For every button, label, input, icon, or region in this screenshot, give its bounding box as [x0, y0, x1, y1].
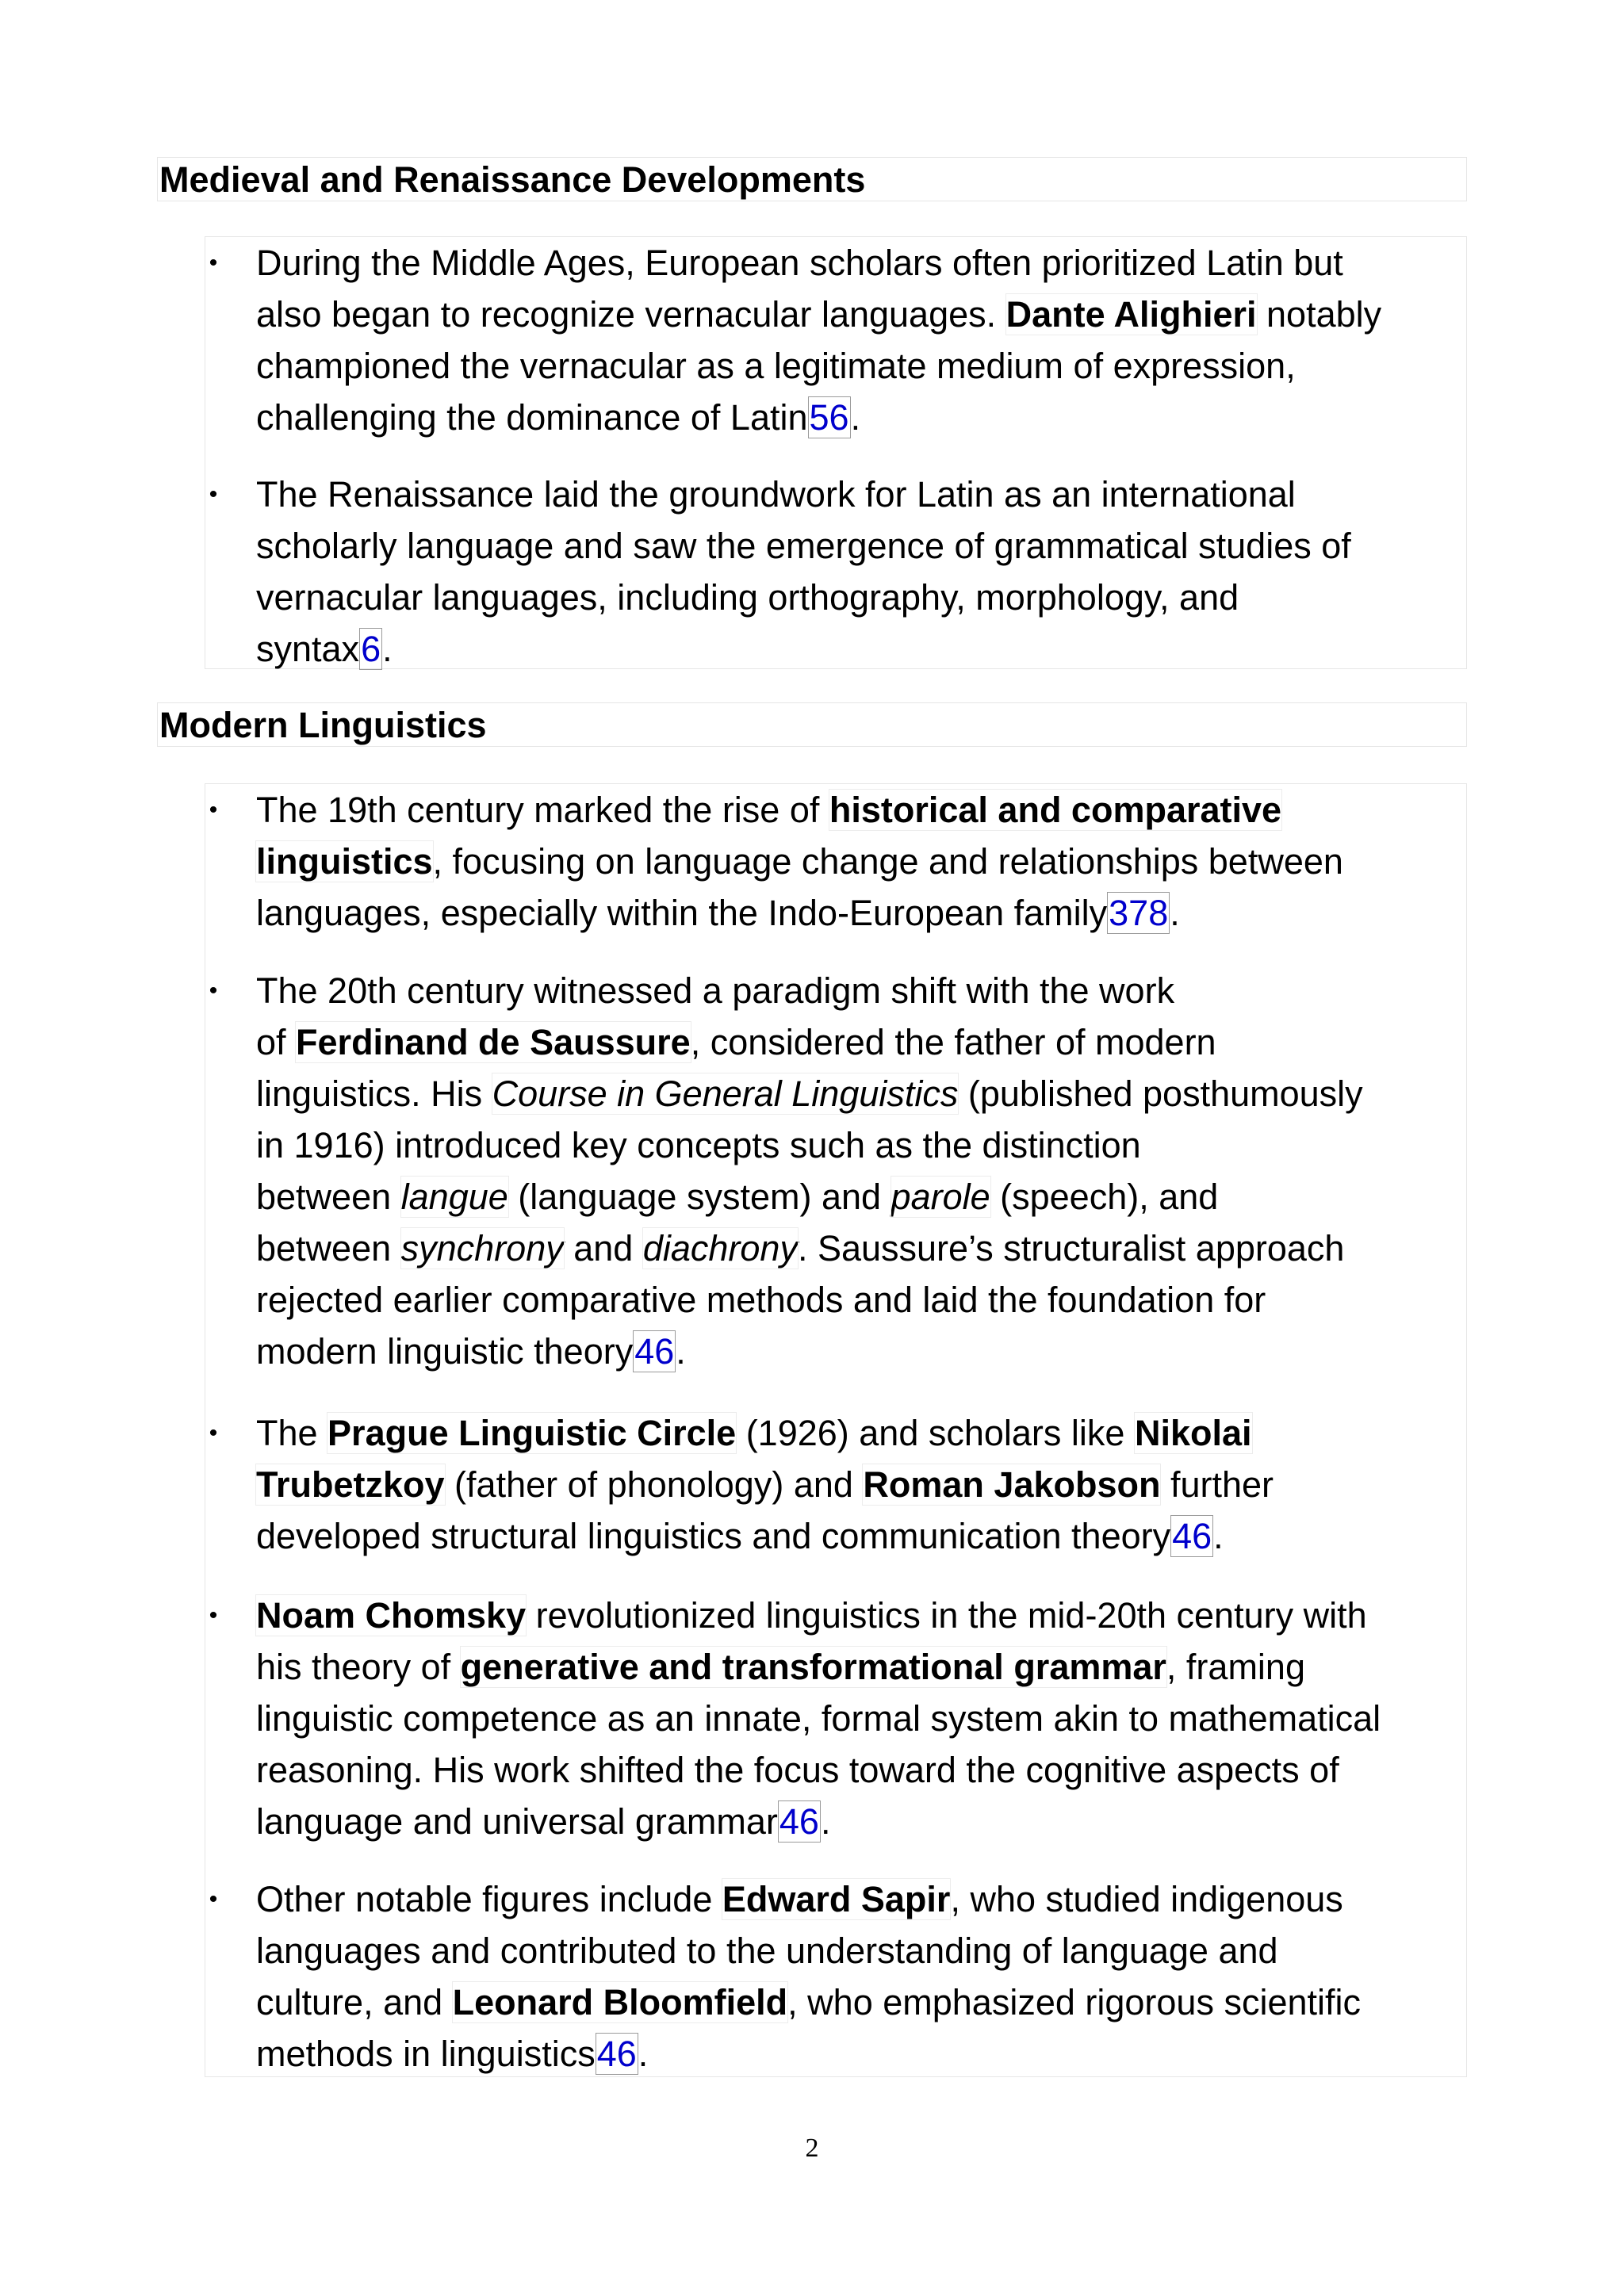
- italic-term: Course in General Linguistics: [492, 1073, 959, 1114]
- text-span: (father of phonology) and: [444, 1464, 864, 1505]
- text-span: championed the vernacular as a legitimate medium of expression,: [256, 346, 1296, 386]
- italic-term: synchrony: [400, 1228, 564, 1269]
- text-line: [256, 237, 1477, 289]
- bullet-icon: •: [209, 978, 218, 1004]
- text-span: .: [676, 1331, 686, 1372]
- text-line: [256, 469, 1477, 520]
- text-span: (speech), and: [990, 1177, 1219, 1217]
- list-item: [209, 1590, 1477, 1847]
- citation-link[interactable]: 46: [634, 1331, 675, 1372]
- bullet-icon: •: [209, 797, 218, 823]
- text-span: and: [563, 1228, 643, 1269]
- text-line: [256, 392, 1477, 443]
- text-span: The Renaissance laid the groundwork for Latin as an international: [256, 474, 1296, 515]
- citation-link[interactable]: 46: [779, 1801, 819, 1842]
- text-span: further: [1160, 1464, 1274, 1505]
- citation-link[interactable]: 56: [809, 397, 849, 438]
- text-span: modern linguistic theory: [256, 1331, 634, 1372]
- citation-link[interactable]: 46: [1172, 1516, 1212, 1556]
- list-item: [209, 1407, 1477, 1562]
- text-span: .: [1170, 893, 1180, 933]
- section-heading-modern: Modern Linguistics: [157, 702, 1467, 747]
- text-span: , who studied indigenous: [950, 1879, 1343, 1919]
- text-line: [256, 1326, 1477, 1377]
- text-line: [256, 1223, 1477, 1274]
- text-span: (language system) and: [508, 1177, 891, 1217]
- text-line: [256, 1119, 1477, 1171]
- bold-term: Ferdinand de Saussure: [296, 1022, 691, 1062]
- text-line: [256, 1925, 1477, 1976]
- text-line: [256, 1744, 1477, 1796]
- bold-term: generative and transformational grammar: [460, 1647, 1166, 1687]
- citation-link[interactable]: 6: [361, 629, 381, 669]
- bold-term: Trubetzkoy: [256, 1464, 445, 1505]
- text-line: [256, 1693, 1477, 1744]
- text-span: During the Middle Ages, European scholars often prioritized Latin but: [256, 243, 1343, 283]
- bold-term: Prague Linguistic Circle: [327, 1413, 737, 1453]
- text-span: syntax: [256, 629, 360, 669]
- italic-term: parole: [891, 1177, 990, 1217]
- text-line: [256, 1407, 1477, 1459]
- text-span: notably: [1256, 294, 1382, 335]
- bold-term: Noam Chomsky: [256, 1595, 527, 1636]
- text-span: , focusing on language change and relationships between: [432, 841, 1343, 882]
- text-span: between: [256, 1228, 401, 1269]
- text-span: (1926) and scholars like: [736, 1413, 1135, 1453]
- list-item: [209, 1873, 1477, 2080]
- text-line: [256, 1016, 1477, 1068]
- text-span: of: [256, 1022, 297, 1062]
- text-span: challenging the dominance of Latin: [256, 397, 808, 438]
- text-span: linguistics. His: [256, 1073, 492, 1114]
- text-span: revolutionized linguistics in the mid-20th century with: [526, 1595, 1367, 1636]
- bold-term: linguistics: [256, 841, 433, 882]
- bullet-list-medieval: [205, 236, 1467, 669]
- text-line: [256, 1459, 1477, 1510]
- text-span: , considered the father of modern: [690, 1022, 1216, 1062]
- text-span: The: [256, 1413, 328, 1453]
- text-span: .: [850, 397, 861, 438]
- text-line: [256, 1274, 1477, 1326]
- bold-term: Roman Jakobson: [863, 1464, 1161, 1505]
- bullet-icon: •: [209, 1420, 218, 1446]
- text-line: [256, 1796, 1477, 1847]
- bold-term: Leonard Bloomfield: [452, 1982, 788, 2022]
- text-line: [256, 887, 1477, 939]
- bold-term: Nikolai: [1134, 1413, 1252, 1453]
- text-span: , who emphasized rigorous scientific: [787, 1982, 1362, 2022]
- text-span: , framing: [1166, 1647, 1305, 1687]
- text-span: his theory of: [256, 1647, 461, 1687]
- text-span: between: [256, 1177, 401, 1217]
- page-number: 2: [805, 2133, 819, 2163]
- text-line: [256, 784, 1477, 836]
- text-span: . Saussure’s structuralist approach: [797, 1228, 1345, 1269]
- bold-term: Dante Alighieri: [1005, 294, 1257, 335]
- text-span: language and universal grammar: [256, 1801, 778, 1842]
- text-span: linguistic competence as an innate, formal system akin to mathematical: [256, 1698, 1381, 1739]
- citation-link[interactable]: 46: [596, 2034, 637, 2074]
- text-line: [256, 572, 1477, 623]
- text-line: [256, 1510, 1477, 1562]
- text-line: [256, 836, 1477, 887]
- text-span: reasoning. His work shifted the focus toward the cognitive aspects of: [256, 1750, 1339, 1790]
- text-span: developed structural linguistics and communication theory: [256, 1516, 1171, 1556]
- text-line: [256, 1976, 1477, 2028]
- text-line: [256, 1590, 1477, 1641]
- text-span: culture, and: [256, 1982, 453, 2022]
- text-span: .: [820, 1801, 831, 1842]
- text-line: [256, 2028, 1477, 2080]
- text-span: vernacular languages, including orthography, morphology, and: [256, 577, 1239, 618]
- bullet-icon: •: [209, 250, 218, 276]
- text-line: [256, 623, 1477, 675]
- bullet-icon: •: [209, 1886, 218, 1912]
- bullet-icon: •: [209, 481, 218, 507]
- list-item: [209, 965, 1477, 1377]
- text-span: methods in linguistics: [256, 2034, 596, 2074]
- text-line: [256, 1873, 1477, 1925]
- text-line: [256, 965, 1477, 1016]
- italic-term: diachrony: [642, 1228, 798, 1269]
- text-span: .: [382, 629, 393, 669]
- bold-term: Edward Sapir: [722, 1879, 951, 1919]
- text-span: The 19th century marked the rise of: [256, 790, 829, 830]
- bullet-list-modern: [205, 783, 1467, 2077]
- text-span: The 20th century witnessed a paradigm shift with the work: [256, 970, 1175, 1011]
- text-span: rejected earlier comparative methods and laid the foundation for: [256, 1280, 1266, 1320]
- text-line: [256, 1171, 1477, 1223]
- text-line: [256, 340, 1477, 392]
- text-span: .: [1213, 1516, 1224, 1556]
- text-line: [256, 1068, 1477, 1119]
- text-line: [256, 289, 1477, 340]
- text-span: Other notable figures include: [256, 1879, 722, 1919]
- list-item: [209, 784, 1477, 939]
- text-span: languages, especially within the Indo-European family: [256, 893, 1108, 933]
- text-span: in 1916) introduced key concepts such as the distinction: [256, 1125, 1141, 1165]
- section-heading-medieval: Medieval and Renaissance Developments: [157, 157, 1467, 201]
- text-line: [256, 1641, 1477, 1693]
- text-span: .: [638, 2034, 649, 2074]
- text-span: scholarly language and saw the emergence of grammatical studies of: [256, 526, 1351, 566]
- bullet-icon: •: [209, 1602, 218, 1628]
- text-span: (published posthumously: [958, 1073, 1363, 1114]
- list-item: [209, 237, 1477, 443]
- italic-term: langue: [400, 1177, 508, 1217]
- citation-link[interactable]: 378: [1109, 893, 1169, 933]
- list-item: [209, 469, 1477, 675]
- bold-term: historical and comparative: [829, 790, 1282, 830]
- text-span: also began to recognize vernacular languages.: [256, 294, 1006, 335]
- text-line: [256, 520, 1477, 572]
- text-span: languages and contributed to the understanding of language and: [256, 1931, 1278, 1971]
